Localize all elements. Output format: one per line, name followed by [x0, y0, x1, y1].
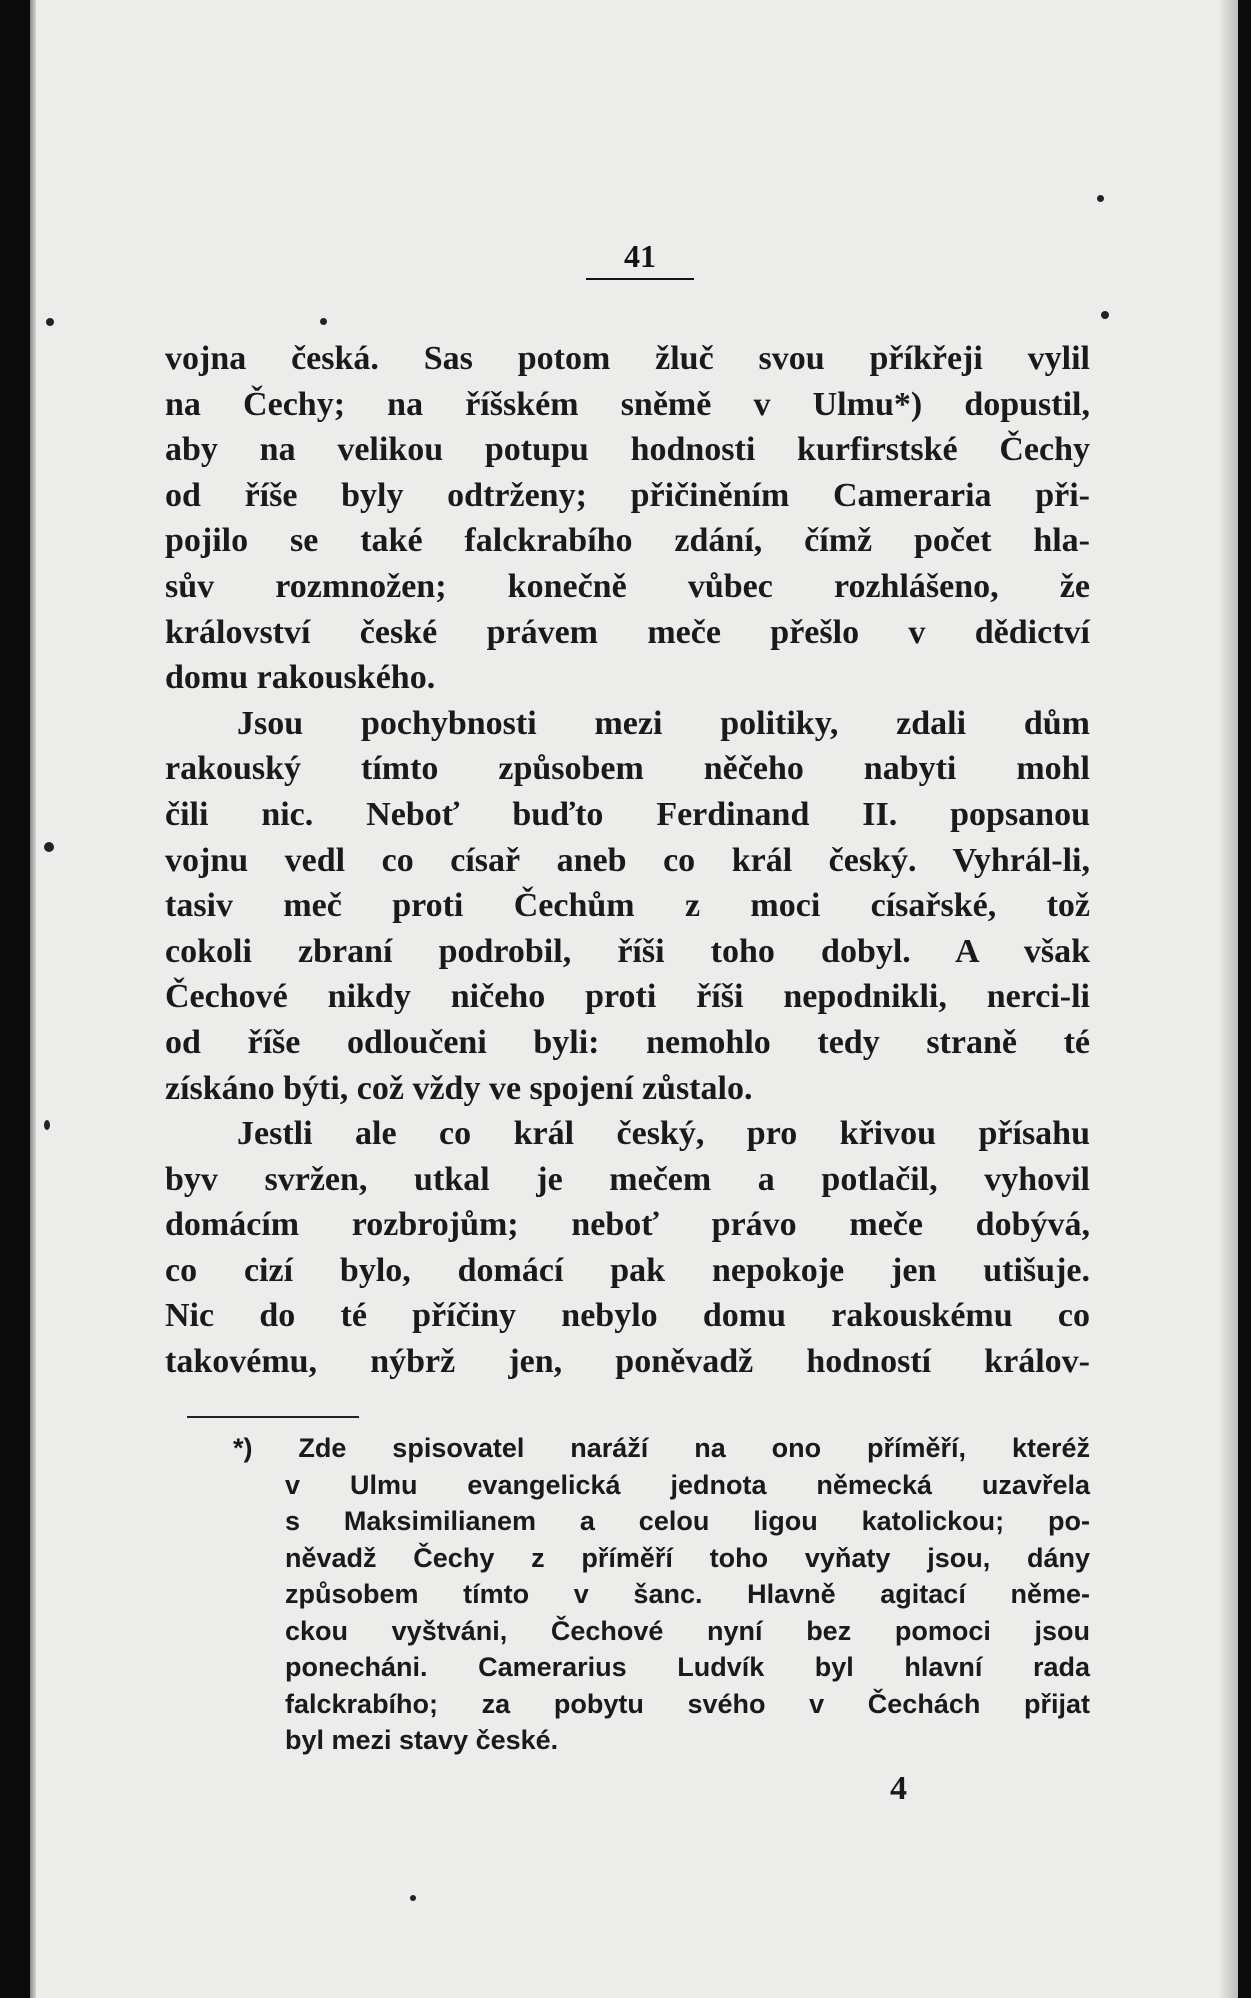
footnote-rule [187, 1416, 359, 1418]
footnote-line: něvadž Čechy z příměří toho vyňaty jsou, dány [285, 1542, 1090, 1573]
text-line: od říše odloučeni byli: nemohlo tedy straně té [165, 1023, 1090, 1061]
body-text [165, 336, 1090, 1385]
text-line: od říše byly odtrženy; přičiněním Cameraria při- [165, 476, 1090, 514]
page-number: 41 [586, 238, 694, 280]
print-speck [44, 842, 54, 852]
text-line: aby na velikou potupu hodnosti kurfirstské Čechy [165, 431, 1090, 469]
text-line: čili nic. Neboť buďto Ferdinand II. popsanou [165, 795, 1090, 833]
text-line: pojilo se také falckrabího zdání, čímž počet hla- [165, 522, 1090, 560]
text-line: království české právem meče přešlo v dědictví [165, 613, 1090, 651]
footnote-line: ponecháni. Camerarius Ludvík byl hlavní rada [285, 1652, 1090, 1682]
footnote [165, 1430, 1090, 1759]
footnote-line: byl mezi stavy české. [285, 1725, 559, 1755]
text-line: takovému, nýbrž jen, poněvadž hodností králov- [165, 1343, 1090, 1381]
page-spine-shadow [30, 0, 36, 1998]
print-speck [46, 318, 54, 326]
text-line: Čechové nikdy ničeho proti říši nepodnikli, nerci-li [165, 978, 1090, 1016]
footnote-line: v Ulmu evangelická jednota německá uzavřela [285, 1469, 1090, 1500]
print-speck [44, 1120, 50, 1130]
footnote-line: falckrabího; za pobytu svého v Čechách přijat [285, 1688, 1090, 1719]
text-line: cokoli zbraní podrobil, říši toho dobyl. A však [165, 932, 1090, 970]
footnote-line: s Maksimilianem a celou ligou katolickou; po- [285, 1506, 1090, 1536]
print-speck [410, 1895, 416, 1901]
print-speck [320, 318, 327, 325]
text-line: Jestli ale co král český, pro křivou přísahu [237, 1115, 1090, 1153]
print-speck [1097, 195, 1104, 202]
signature-mark: 4 [890, 1770, 907, 1807]
text-line: domu rakouského. [165, 659, 436, 697]
page-edge-shadow [1220, 0, 1238, 1998]
footnote-line: způsobem tímto v šanc. Hlavně agitací něme- [285, 1579, 1090, 1609]
text-line: rakouský tímto způsobem něčeho nabyti mohl [165, 750, 1090, 788]
text-line: co cizí bylo, domácí pak nepokoje jen utišuje. [165, 1251, 1090, 1289]
print-speck [1101, 311, 1109, 319]
text-line: byv svržen, utkal je mečem a potlačil, vyhovil [165, 1160, 1090, 1198]
text-line: Nic do té příčiny nebylo domu rakouskému co [165, 1297, 1090, 1335]
text-line: vojna česká. Sas potom žluč svou příkřeji vylil [165, 340, 1090, 377]
text-line: získáno býti, což vždy ve spojení zůstalo. [165, 1069, 753, 1107]
text-line: na Čechy; na říšském sněmě v Ulmu*) dopustil, [165, 385, 1090, 423]
footnote-line: *) Zde spisovatel naráží na ono příměří, kteréž [233, 1433, 1090, 1463]
footnote-line: ckou vyštváni, Čechové nyní bez pomoci jsou [285, 1615, 1090, 1646]
text-line: Jsou pochybnosti mezi politiky, zdali dům [237, 704, 1090, 742]
text-line: tasiv meč proti Čechům z moci císařské, tož [165, 887, 1090, 925]
text-line: sův rozmnožen; konečně vůbec rozhlášeno, že [165, 567, 1090, 605]
text-line: vojnu vedl co císař aneb co král český. Vyhrál-li, [165, 841, 1090, 879]
book-page [30, 0, 1238, 1998]
text-line: domácím rozbrojům; neboť právo meče dobývá, [165, 1206, 1090, 1244]
